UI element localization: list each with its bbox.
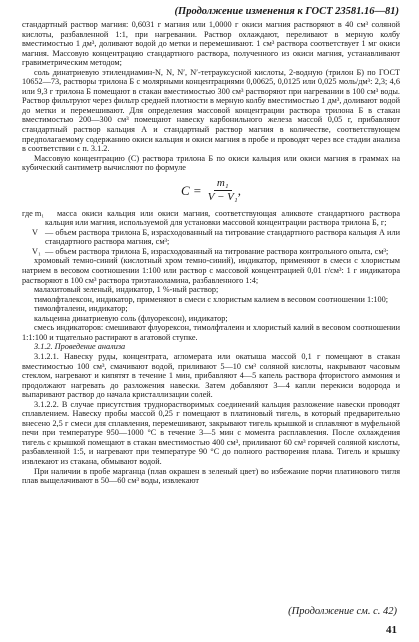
reagent-item: малахитовый зеленый, индикатор, 1 %-ный раствор; — [34, 285, 219, 295]
definition-label: V — [32, 227, 38, 237]
formula — [22, 173, 400, 209]
document-body — [22, 20, 400, 486]
paragraph: стандартный раствор магния: 0,6031 г магния или 1,0000 г окиси магния растворяют в 40 см³ соляной кислоты, разбавленной 1:1, при нагревании. Раствор охлаждают, переливают в мерную колбу вместимостью 1 дм³, доливают водой до метки и перемешивают. 1 см³ раствора соответствует 1 мг окиси магния. Массовую концентрацию стандартного раствора, полученного из окиси магния, устанавливают гравиметрическим методом; — [22, 20, 400, 68]
page-header: (Продолжение изменения к ГОСТ 23581.16—81) — [174, 6, 399, 17]
formula-denominator: V − V₁ — [207, 191, 238, 204]
reagent-item: смесь индикаторов: смешивают флуорексон, тимолфталеин и хлористый калий в весовом соотношении 1:1:100 и тщательно растирают в агатовой ступке. — [22, 323, 400, 342]
formula-suffix: , — [237, 182, 241, 198]
definition-text: — объем раствора трилона Б, израсходованный на титрование раствора контрольного опыта, см³; — [45, 246, 389, 256]
definition-text: — объем раствора трилона Б, израсходованный на титрование стандартного раствора кальция А или стандартного раствора магния, см³; — [45, 227, 400, 247]
definition-item — [22, 228, 400, 247]
reagent-item: тимолфталеин, индикатор; — [34, 304, 128, 314]
section-heading: 3.1.2. Проведение анализа — [34, 342, 126, 352]
procedure-paragraph: При наличии в пробе марганца (плав окрашен в зеленый цвет) во избежание порчи платинового тигля плав выщелачивают в 50—60 см³ воды, извлекают — [22, 466, 400, 486]
paragraph: соль динатриевую этилендиамин-N, N, N′, N′-тетрауксусной кислоты, 2-водную (трилон Б) по ГОСТ 10652—73, растворы трилона Б с молярными концентрациями 0,00625, 0,0125 или 0,025 моль/дм³: 2,3; 4,6 или 9,3 г трилона Б помещают в стакан вместимостью 300 см³ растворяют при нагревании в 100 см³ воды. Раствор фильтруют через фильтр средней плотности в мерную колбу вместимостью 1 дм³, доливают водой до метки и перемешивают. Для определения массовой концентрации раствора трилона Б в стакан вместимостью 200—300 см³ помещают навеску карбонильного железа массой 0,05 г, прибавляют стандартный раствор кальция А и стандартный раствор магния в количестве, соответствующем предполагаемому содержанию окиси кальция и окиси магния в пробе и проводят через все стадии анализа в соответствии с п. 3.1.2. — [22, 67, 400, 154]
paragraph: Массовую концентрацию (С) раствора трилона Б по окиси кальция или окиси магния в граммах на кубический сантиметр вычисляют по формуле — [22, 153, 400, 173]
page-number: 41 — [386, 624, 397, 636]
procedure-paragraph: 3.1.2.1. Навеску руды, концентрата, агломерата или окатыша массой 0,1 г помещают в стакан вместимостью 100 см³, смачивают водой, приливают 5—10 см³ соляной кислоты, накрывают часовым стеклом, нагревают и кипятят в течение 1 мин, прибавляют 4—5 капель раствора фтористого аммония и продолжают нагревать до разложения навески. Затем добавляют 3—4 капли перекиси водорода и выпаривают раствор до начала кристаллизации солей. — [22, 351, 400, 400]
definition-item — [22, 209, 400, 228]
formula-lhs: C = — [181, 182, 202, 198]
definition-label: где m₁ — [22, 208, 45, 218]
definition-label: V₁ — [32, 246, 41, 256]
procedure-paragraph: 3.1.2.2. В случае присутствия труднорастворимых соединений кальция разложение навески проводят сплавлением. Навеску пробы массой 0,25 г помещают в платиновый тигель, в который предварительно внесено 2,5 г смеси для сплавления, перемешивают, закрывают тигель крышкой и сплавляют в муфельной печи при температуре 950—1000 °С в течение 3—5 мин с момента расплавления. После охлаждения тигель с крышкой помещают в стакан вместимостью 400 см³, приливают 60 см³ горячей соляной кислоты, разбавленной 1:5, и нагревают при температуре 90 °С до полного растворения плава. Тигель и крышку извлекают из стакана, обмывают водой. — [22, 399, 400, 466]
definition-text: масса окиси кальция или окиси магния, соответствующая аликвоте стандартного раствора кальция или магния, используемой для установки массовой концентрации раствора трилона Б, г; — [45, 208, 400, 228]
continuation-note: (Продолжение см. с. 42) — [288, 606, 397, 617]
definition-item — [22, 247, 400, 257]
reagent-item: тимолфталексон, индикатор, применяют в смеси с хлористым калием в весовом соотношении 1:100; — [34, 294, 389, 304]
reagent-item: кальцеина динатриевую соль (флуорексон), индикатор; — [34, 313, 228, 323]
formula-numerator: m₁ — [214, 177, 232, 191]
formula-fraction — [208, 177, 238, 204]
reagent-item: хромовый темно-синий (кислотный хром темно-синий), индикатор, применяют в смеси с хлористым натрием в весовом соотношении 1:100 или раствор с массовой концентрацией 0,01 г/см³: 1 г индикатора растворяют в 100 см³ раствора триэтаноламина, разбавленного 1:4; — [22, 256, 400, 285]
